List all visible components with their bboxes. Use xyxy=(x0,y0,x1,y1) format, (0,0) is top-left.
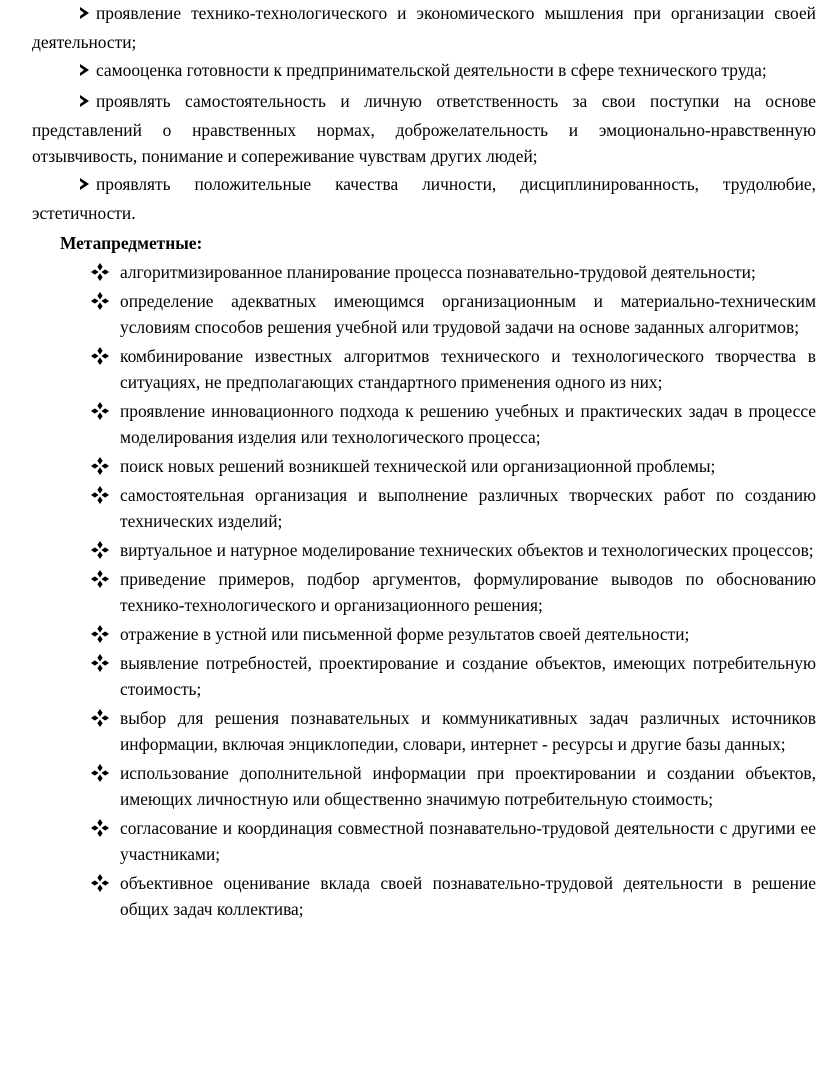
meta-item xyxy=(32,870,816,922)
personal-item-text: проявлять самостоятельность и личную ответственность за свои поступки на основе представлений о нравственных нормах, доброжелательность и эмоционально-нравственную отзывчивость, понимание и сопереживание чувствам других людей; xyxy=(32,91,816,166)
meta-item xyxy=(32,259,816,285)
meta-item xyxy=(32,482,816,534)
meta-item-text: алгоритмизированное планирование процесса познавательно-трудовой деятельности; xyxy=(120,262,756,282)
personal-item xyxy=(32,171,816,226)
four-diamond-bullet-icon xyxy=(90,453,110,479)
personal-item-text: проявление технико-технологического и экономического мышления при организации своей деятельности; xyxy=(32,3,816,52)
meta-item xyxy=(32,650,816,702)
four-diamond-bullet-icon xyxy=(90,259,110,285)
personal-item-text: проявлять положительные качества личности, дисциплинированность, трудолюбие, эстетичности. xyxy=(32,174,816,223)
four-diamond-bullet-icon xyxy=(90,650,110,676)
arrow-bullet-icon xyxy=(80,90,96,116)
meta-item-text: отражение в устной или письменной форме результатов своей деятельности; xyxy=(120,624,690,644)
four-diamond-bullet-icon xyxy=(90,621,110,647)
meta-item xyxy=(32,398,816,450)
personal-item-text: самооценка готовности к предпринимательской деятельности в сфере технического труда; xyxy=(96,60,767,80)
arrow-bullet-icon xyxy=(80,59,96,85)
meta-item xyxy=(32,343,816,395)
meta-item xyxy=(32,453,816,479)
meta-item-text: поиск новых решений возникшей технической или организационной проблемы; xyxy=(120,456,716,476)
section-heading-meta: Метапредметные: xyxy=(60,233,203,253)
meta-item-text: приведение примеров, подбор аргументов, формулирование выводов по обоснованию технико-технологического и организационного решения; xyxy=(120,569,816,615)
meta-item xyxy=(32,288,816,340)
meta-item-text: выявление потребностей, проектирование и создание объектов, имеющих потребительную стоимость; xyxy=(120,653,816,699)
meta-item xyxy=(32,566,816,618)
personal-item xyxy=(32,0,816,55)
four-diamond-bullet-icon xyxy=(90,566,110,592)
four-diamond-bullet-icon xyxy=(90,815,110,841)
four-diamond-bullet-icon xyxy=(90,398,110,424)
personal-item xyxy=(32,57,816,86)
meta-item xyxy=(32,621,816,647)
four-diamond-bullet-icon xyxy=(90,537,110,563)
arrow-bullet-icon xyxy=(80,2,96,28)
meta-item-text: самостоятельная организация и выполнение различных творческих работ по созданию технических изделий; xyxy=(120,485,816,531)
four-diamond-bullet-icon xyxy=(90,705,110,731)
four-diamond-bullet-icon xyxy=(90,343,110,369)
four-diamond-bullet-icon xyxy=(90,482,110,508)
meta-item xyxy=(32,815,816,867)
meta-item-text: проявление инновационного подхода к решению учебных и практических задач в процессе моделирования изделия или технологического процесса; xyxy=(120,401,816,447)
meta-item-text: использование дополнительной информации при проектировании и создании объектов, имеющих личностную или общественно значимую потребительную стоимость; xyxy=(120,763,816,809)
meta-item-text: виртуальное и натурное моделирование технических объектов и технологических процессов; xyxy=(120,540,814,560)
meta-item xyxy=(32,760,816,812)
document-page xyxy=(32,0,816,922)
meta-list xyxy=(32,259,816,922)
meta-item-text: определение адекватных имеющимся организационным и материально-техническим условиям способов решения учебной или трудовой задачи на основе заданных алгоритмов; xyxy=(120,291,816,337)
four-diamond-bullet-icon xyxy=(90,870,110,896)
meta-item-text: комбинирование известных алгоритмов технического и технологического творчества в ситуациях, не предполагающих стандартного применения одного из них; xyxy=(120,346,816,392)
meta-item xyxy=(32,537,816,563)
meta-item-text: согласование и координация совместной познавательно-трудовой деятельности с другими ее участниками; xyxy=(120,818,816,864)
four-diamond-bullet-icon xyxy=(90,288,110,314)
meta-item-text: объективное оценивание вклада своей познавательно-трудовой деятельности в решение общих задач коллектива; xyxy=(120,873,816,919)
meta-item xyxy=(32,705,816,757)
four-diamond-bullet-icon xyxy=(90,760,110,786)
personal-item xyxy=(32,88,816,169)
meta-item-text: выбор для решения познавательных и коммуникативных задач различных источников информации, включая энциклопедии, словари, интернет - ресурсы и другие базы данных; xyxy=(120,708,816,754)
arrow-bullet-icon xyxy=(80,173,96,199)
